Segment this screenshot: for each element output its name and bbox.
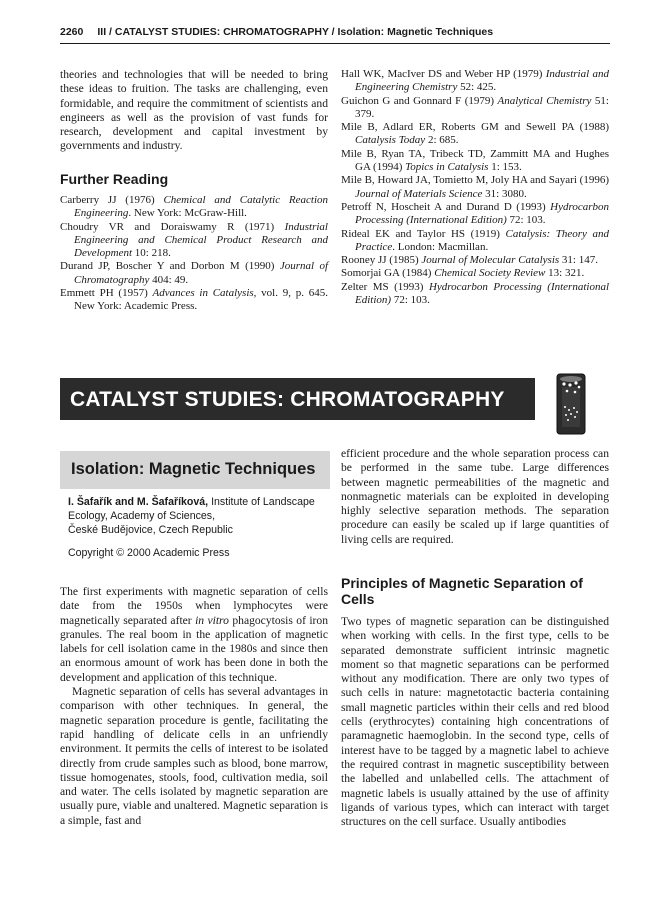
reference-list-right	[341, 68, 609, 307]
header-rule	[60, 43, 610, 44]
chromatography-column-icon	[551, 373, 591, 435]
principles-heading: Principles of Magnetic Separation of Cells	[341, 575, 583, 607]
reference-item: Rooney JJ (1985) Journal of Molecular Catalysis 31: 147.	[341, 254, 598, 267]
reference-item: Durand JP, Boscher Y and Dorbon M (1990) Journal of Chromatography 404: 49.	[60, 260, 328, 286]
continued-paragraph: efficient procedure and the whole separation process can be performed in the same tube. Large differences between magnetic permeabilities of the magnetic and nonmagnetic materials can be exploited in developing highly selective separation methods. The separation procedure can easily be scaled up if large quantities of living cells are required.	[341, 447, 609, 546]
article-title: Isolation: Magnetic Techniques	[71, 460, 316, 478]
reference-list-left	[60, 194, 328, 314]
reference-item: Mile B, Howard JA, Tomietto M, Joly HA and Sayari (1996) Journal of Materials Science 31: 3080.	[341, 174, 609, 200]
author-names: I. Šafařík and M. Šafaříková,	[68, 496, 209, 508]
body-right-column	[341, 447, 609, 547]
principles-column	[341, 615, 609, 829]
reference-item: Carberry JJ (1976) Chemical and Catalytic Reaction Engineering. New York: McGraw-Hill.	[60, 194, 328, 220]
reference-item: Hall WK, MacIver DS and Weber HP (1979) Industrial and Engineering Chemistry 52: 425.	[341, 68, 609, 94]
advantages-paragraph: Magnetic separation of cells has several advantages in comparison with other techniques. In general, the magnetic separation procedure is gentle, facilitating the rapid handling of delicate cells in an unfriendly environment. It permits the cells of interest to be isolated directly from crude samples such as blood, bone marrow, tissue homogenates, stools, food, cultivation media, soil and water. The cells isolated by magnetic separation are usually pure, viable and unaltered. Magnetic separation is a simple, fast and	[60, 685, 328, 827]
affiliation-line-1: Institute of Landscape Ecology, Academy of Sciences,	[68, 496, 315, 522]
running-header-title: III / CATALYST STUDIES: CHROMATOGRAPHY / Isolation: Magnetic Techniques	[97, 26, 494, 38]
reference-item: Mile B, Ryan TA, Tribeck TD, Zammitt MA and Hughes GA (1994) Topics in Catalysis 1: 153.	[341, 147, 609, 174]
reference-item: Mile B, Adlard ER, Roberts GM and Sewell PA (1988) Catalysis Today 2: 685.	[341, 121, 609, 147]
further-reading-heading: Further Reading	[60, 171, 169, 187]
reference-item: Rideal EK and Taylor HS (1919) Catalysis: Theory and Practice. London: Macmillan.	[341, 227, 609, 253]
section-banner	[60, 378, 535, 420]
closing-paragraph: theories and technologies that will be needed to bring these ideas to fruition. The tasks are challenging, even formidable, and require the commitment of scientists and engineers as well as the provision of vast funds for research, development and capital investment by governments and industry.	[60, 68, 328, 153]
copyright: Copyright © 2000 Academic Press	[68, 547, 230, 559]
reference-item: Guichon G and Gonnard F (1979) Analytical Chemistry 51: 379.	[341, 94, 609, 120]
reference-item: Petroff N, Hoscheit A and Durand D (1993) Hydrocarbon Processing (International Edition) 72: 103.	[341, 200, 609, 227]
principles-paragraph: Two types of magnetic separation can be distinguished when working with cells. In the first type, cells to be separated demonstrate sufficient intrinsic magnetic moment so that magnetic separations can be performed without any modification. There are only two types of such cells in nature: magnetotactic bacteria containing small magnetic particles within their cells and red blood cells (erythrocytes) containing high concentrations of paramagnetic haemoglobin. In the second type, cells of interest have to be tagged by a magnetic label to achieve the required contrast in magnetic susceptibility between the labelled and unlabelled cells. The attachment of magnetic labels is usually attained by the use of affinity ligands of various types, which can interact with target structures on the cell surface. Usually antibodies	[341, 615, 609, 829]
page-number: 2260	[60, 26, 84, 38]
reference-item: Choudry VR and Doraiswamy R (1971) Industrial Engineering and Chemical Product Research and Development 10: 218.	[60, 220, 328, 260]
running-header	[60, 26, 610, 38]
left-column-top	[60, 68, 328, 154]
reference-item: Somorjai GA (1984) Chemical Society Review 13: 321.	[341, 267, 585, 280]
affiliation-line-2: České Budějovice, Czech Republic	[68, 523, 233, 536]
reference-item: Emmett PH (1957) Advances in Catalysis, vol. 9, p. 645. New York: Academic Press.	[60, 287, 329, 313]
author-block	[68, 496, 338, 537]
reference-item: Zelter MS (1993) Hydrocarbon Processing (International Edition) 72: 103.	[341, 280, 609, 307]
article-title-box	[60, 451, 330, 489]
intro-paragraph: The first experiments with magnetic separation of cells date from the 1950s when lymphocytes were magnetically separated after in vitro phagocytosis of iron granules. The real boom in the application of magnetic labels for cell isolation came in the 1980s and since then an enormous amount of work has been done in both the development and application of this technique.	[60, 585, 329, 684]
body-left-column	[60, 585, 328, 828]
banner-title: CATALYST STUDIES: CHROMATOGRAPHY	[70, 388, 505, 411]
